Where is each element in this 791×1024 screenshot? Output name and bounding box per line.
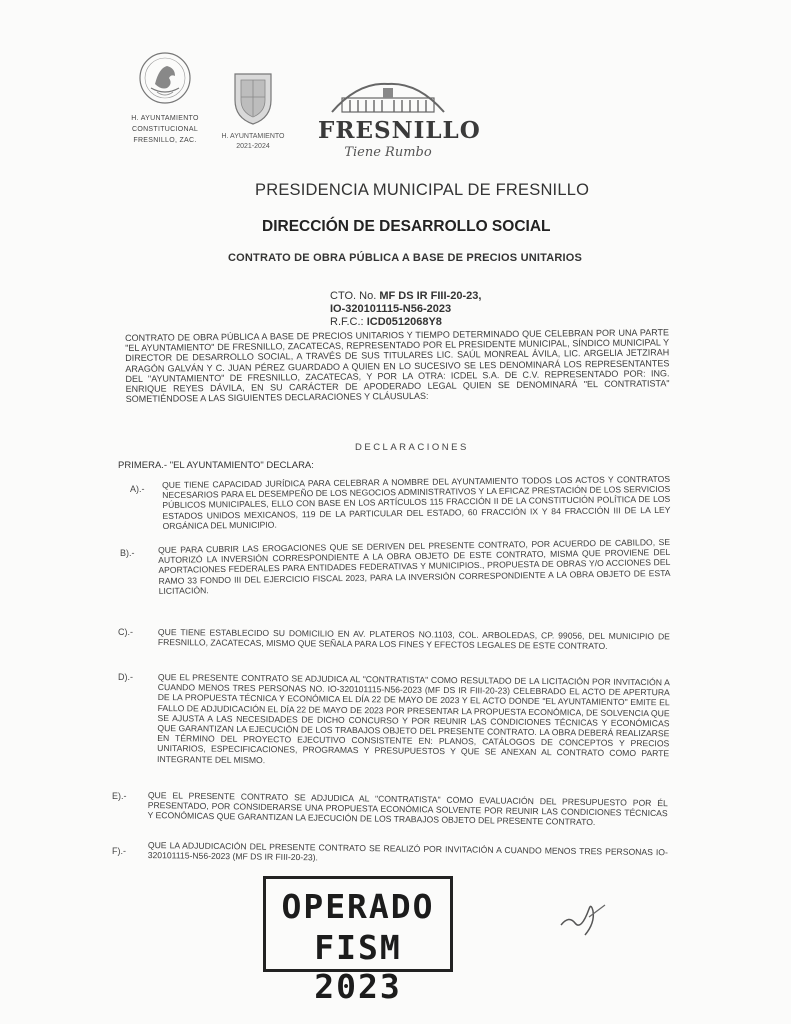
clause-f: QUE LA ADJUDICACIÓN DEL PRESENTE CONTRATO SE REALIZÓ POR INVITACIÓN A CUANDO MENOS TRES PERSONAS IO-320101115-N56-2023 (MF DS IR FIII-20-23). [147, 840, 668, 863]
primera-heading: PRIMERA.- "EL AYUNTAMIENTO" DECLARA: [118, 460, 314, 471]
clause-letter-c: C).- [118, 627, 133, 637]
eagle-seal-icon [137, 50, 193, 112]
clause-d: QUE EL PRESENTE CONTRATO SE ADJUDICA AL "CONTRATISTA" COMO RESULTADO DE LA LICITACIÓN POR INVITACIÓN A CUANDO MENOS TRES PERSONAS NO. IO-320101115-N56-2023 (MF DS IR FIII-20-23) CELEBRADO EL ACTO DE APERTURA DE LA PROPUESTA TÉCNICA Y ECONÓMICA EL DÍA 22 DE MAYO DE 2023 Y EL ACTO DONDE "EL AYUNTAMIENTO" EMITE EL FALLO DE ADJUDICACIÓN EL DÍA 22 DE MAYO DE 2023 POR PRESENTAR LA PROPUESTA ECONÓMICA, DE SOLVENCIA QUE SE AJUSTA A LAS NECESIDADES DE DICHO CONCURSO Y POR REUNIR LAS CONDICIONES TÉCNICAS Y ECONÓMICAS QUE GARANTIZAN LA EJECUCIÓN DE LOS TRABAJOS OBJETO DEL PRESENTE CONTRATO. LA OBRA DEBERÁ REALIZARSE EN TÉRMINO DEL PROYECTO EJECUTIVO CONSISTENTE EN: PLANOS, CATÁLOGOS DE CONCEPTOS Y PRECIOS UNITARIOS, ESPECIFICACIONES, PROGRAMAS Y PRESUPUESTOS Y QUE SE ANEXAN AL CONTRATO COMO PARTE INTEGRANTE DEL MISMO. [157, 672, 670, 765]
department-title: DIRECCIÓN DE DESARROLLO SOCIAL [262, 218, 551, 235]
clause-e: QUE EL PRESENTE CONTRATO SE ADJUDICA AL "CONTRATISTA" COMO EVALUACIÓN DEL PRESUPUESTO POR ÉL PRESENTADO, POR CONSIDERARSE UNA PROPUESTA ECONÓMICA SOLVENTE POR REUNIR LAS CONDICIONES TÉCNICAS Y ECONÓMICAS QUE GARANTIZAN LA EJECUCIÓN DE LOS TRABAJOS OBJETO DEL PRESENTE CONTRATO. [147, 790, 668, 828]
municipal-shield [218, 70, 288, 151]
shield-caption-1: H. AYUNTAMIENTO [221, 133, 285, 140]
declarations-heading: DECLARACIONES [355, 442, 469, 453]
municipal-seal [120, 50, 210, 145]
brand-name: FRESNILLO [318, 117, 481, 144]
clause-a: QUE TIENE CAPACIDAD JURÍDICA PARA CELEBRAR A NOMBRE DEL AYUNTAMIENTO TODOS LOS ACTOS Y CONTRATOS NECESARIOS PARA EL DESEMPEÑO DE LOS NEGOCIOS ADMINISTRATIVOS Y LA EFICAZ PRESTACIÓN DE LOS SERVICIOS PÚBLICOS MUNICIPALES, ELLO CON BASE EN LOS ARTÍCULOS 115 FRACCIÓN II DE LA CONSTITUCIÓN POLÍTICA DE LOS ESTADOS UNIDOS MEXICANOS, 119 DE LA PARTICULAR DEL ESTADO, 60 FRACCIÓN IX Y 84 FRACCIÓN III DE LA LEY ORGÁNICA DEL MUNICIPIO. [162, 473, 671, 531]
contract-intro-paragraph: CONTRATO DE OBRA PÚBLICA A BASE DE PRECIOS UNITARIOS Y TIEMPO DETERMINADO QUE CELEBRAN POR UNA PARTE "EL AYUNTAMIENTO" DE FRESNILLO, ZACATECAS, REPRESENTADO POR EL PRESIDENTE MUNICIPAL, SÍNDICO MUNICIPAL Y DIRECTOR DE DESARROLLO SOCIAL, A TRAVÉS DE SUS TITULARES LIC. SAÚL MONREAL ÁVILA, LIC. ARGELIA JETZIRAH ARAGÓN GALVÁN Y C. JUAN PÉREZ GUARDADO A QUIEN EN LO SUCESIVO SE LES DENOMINARÁ LOS REPRESENTANTES DEL "AYUNTAMIENTO" DE FRESNILLO, ZACATECAS, Y POR LA OTRA: ICDEL S.A. DE C.V. REPRESENTADO POR: ING. ENRIQUE REYES DÁVILA, EN SU CARÁCTER DE APODERADO LEGAL QUIEN SE DENOMINARÁ "EL CONTRATISTA" SOMETIÉNDOSE A LAS SIGUIENTES DECLARACIONES Y CLÁUSULAS: [125, 327, 670, 405]
clause-c: QUE TIENE ESTABLECIDO SU DOMICILIO EN AV. PLATEROS NO.1103, COL. ARBOLEDAS, CP. 99056, DEL MUNICIPIO DE FRESNILLO, ZACATECAS, MISMO QUE SEÑALA PARA LOS FINES Y EFECTOS LEGALES DE ESTE CONTRATO. [157, 627, 670, 652]
office-title: PRESIDENCIA MUNICIPAL DE FRESNILLO [255, 181, 590, 199]
io-line [330, 303, 530, 316]
cto-line [330, 290, 530, 303]
rfc-label: R.F.C.: [330, 316, 364, 328]
clause-letter-a: A).- [130, 484, 145, 494]
cto-label: CTO. No. [330, 290, 377, 302]
building-skyline-icon [328, 80, 448, 114]
rfc-line [330, 316, 530, 329]
clause-letter-d: D).- [118, 672, 133, 682]
stamp-line-1: OPERADO [281, 887, 435, 926]
cto-value: MF DS IR FIII-20-23, [379, 290, 482, 302]
clause-letter-f: F).- [112, 846, 126, 856]
seal-caption-2: CONSTITUCIONAL [131, 126, 199, 133]
signature-mark [555, 895, 615, 945]
rfc-value: ICD0512068Y8 [366, 316, 442, 328]
clause-letter-b: B).- [120, 548, 135, 558]
clause-b: QUE PARA CUBRIR LAS EROGACIONES QUE SE DERIVEN DEL PRESENTE CONTRATO, POR ACUERDO DE CABILDO, SE AUTORIZÓ LA INVERSIÓN CORRESPONDIENTE A LA OBRA OBJETO DE ESTE CONTRATO, MISMA QUE PROVIENE DEL APORTACIONES FEDERALES PARA ENTIDADES FEDERATIVAS Y MUNICIPIOS., PROPUESTA DE OBRAS Y/O ACCIONES DEL RAMO 33 FONDO III DEL EJERCICIO FISCAL 2023, PARA LA INVERSIÓN CORRESPONDIENTE A LA OBRA OBJETO DE ESTA LICITACIÓN. [158, 536, 671, 596]
shield-caption-2: 2021-2024 [236, 143, 270, 150]
stamp-line-2: FISM 2023 [314, 928, 402, 1006]
operado-stamp [263, 876, 453, 1006]
shield-icon [231, 70, 275, 126]
contract-numbers [330, 290, 530, 329]
brand-tagline: Tiene Rumbo [344, 145, 432, 160]
seal-caption-1: H. AYUNTAMIENTO [131, 115, 199, 122]
contract-type-title: CONTRATO DE OBRA PÚBLICA A BASE DE PRECIOS UNITARIOS [228, 252, 583, 264]
io-value: IO-320101115-N56-2023 [330, 303, 452, 315]
fresnillo-brand [318, 80, 481, 160]
clause-letter-e: E).- [112, 791, 127, 801]
seal-caption-3: FRESNILLO, ZAC. [133, 137, 197, 144]
